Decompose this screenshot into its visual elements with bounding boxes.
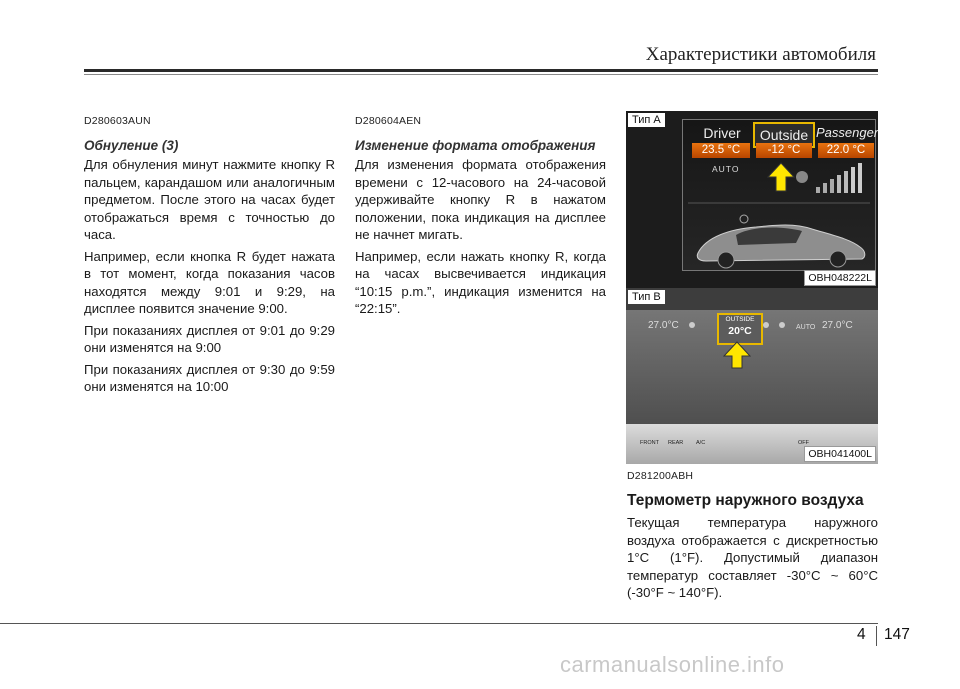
paragraph: При показаниях дисплея от 9:30 до 9:59 они изменятся на 10:00: [84, 361, 335, 394]
header-rule-thin: [84, 74, 878, 75]
fan-level-bar: [816, 187, 820, 193]
figure-label: Тип A: [628, 113, 665, 127]
right-temp: 27.0°C: [822, 320, 853, 331]
auto-indicator: AUTO: [712, 164, 740, 174]
paragraph: Например, если нажать кнопку R, когда на часах высвечивается индикация “10:15 p.m.”, индикация изменится на “22:15”.: [355, 248, 606, 316]
watermark: carmanualsonline.info: [560, 652, 785, 677]
chapter-number: 4: [857, 626, 866, 643]
page-header-title: Характеристики автомобиля: [645, 44, 876, 65]
figure-id: OBH041400L: [804, 446, 876, 462]
front-defrost-button: FRONT: [640, 440, 659, 446]
left-temp: 27.0°C: [648, 320, 679, 331]
paragraph: Для изменения формата отображения времени с 12-часового на 24-часовой удерживайте кнопку R в нажатом положении, пока индикация на дисплее не начнет мигать.: [355, 157, 606, 242]
left-column: [84, 113, 335, 400]
fan-icon: [689, 322, 695, 328]
paragraph: Например, если кнопка R будет нажата в тот момент, когда показания часов находятся между 9:01 и 9:29, на дисплее появится значение 9:00.: [84, 248, 335, 316]
footer-rule: [0, 623, 878, 624]
paragraph: Текущая температура наружного воздуха отображается с дискретностью 1°C (1°F). Допустимый диапазон температур составляет -30°C ~ 60°C (-30°F ~ 140°F).: [627, 515, 878, 600]
defrost-icon: [740, 215, 748, 223]
middle-column: [355, 113, 606, 322]
tab-driver: Driver: [703, 125, 741, 141]
page-number-separator: [876, 626, 877, 646]
tab-outside: Outside: [753, 122, 815, 148]
arrow-up-icon: [768, 163, 794, 191]
auto-indicator: AUTO: [796, 324, 816, 331]
header-rule: [84, 69, 878, 72]
fan-level-bar: [823, 183, 827, 193]
outside-label: OUTSIDE: [725, 316, 755, 323]
page-number: 147: [884, 626, 910, 643]
figure-type-a: [626, 111, 878, 288]
section-code: D280604AEN: [355, 115, 422, 127]
fan-level-bar: [830, 179, 834, 193]
outside-temp: 20°C: [728, 325, 752, 337]
rear-defrost-button: REAR: [668, 440, 684, 446]
fan-level-bar: [851, 167, 855, 193]
airflow-icon: [779, 322, 785, 328]
outside-temp: -12 °C: [756, 143, 812, 158]
seat-icon: [763, 322, 769, 328]
off-button: OFF: [798, 440, 809, 446]
section-subhead: Изменение формата отображения: [355, 137, 596, 153]
passenger-temp: 22.0 °C: [818, 143, 874, 158]
figure-type-b: [626, 288, 878, 464]
section-heading: Термометр наружного воздуха: [627, 491, 864, 509]
right-column: [627, 468, 878, 606]
ac-button: A/C: [696, 440, 706, 446]
section-code: D280603AUN: [84, 115, 151, 127]
driver-temp: 23.5 °C: [692, 143, 750, 158]
arrow-up-icon: [724, 342, 750, 368]
paragraph: Для обнуления минут нажмите кнопку R пальцем, карандашом или аналогичным предметом. После этого на часах будет отображаться время с точностью до часа.: [84, 157, 335, 242]
paragraph: При показаниях дисплея от 9:01 до 9:29 они изменятся на 9:00: [84, 322, 335, 355]
fan-level-bar: [858, 163, 862, 193]
figure-a-graphics: [626, 111, 878, 288]
fan-level-bar: [837, 175, 841, 193]
figure-id: OBH048222L: [804, 270, 876, 286]
section-subhead: Обнуление (3): [84, 137, 179, 153]
fan-level-bar: [844, 171, 848, 193]
wheel-icon: [830, 251, 846, 267]
wheel-icon: [718, 252, 734, 268]
figure-label: Тип B: [628, 290, 665, 304]
tab-passenger: Passenger: [816, 125, 878, 140]
seat-icon: [796, 171, 808, 183]
section-code: D281200ABH: [627, 470, 694, 482]
